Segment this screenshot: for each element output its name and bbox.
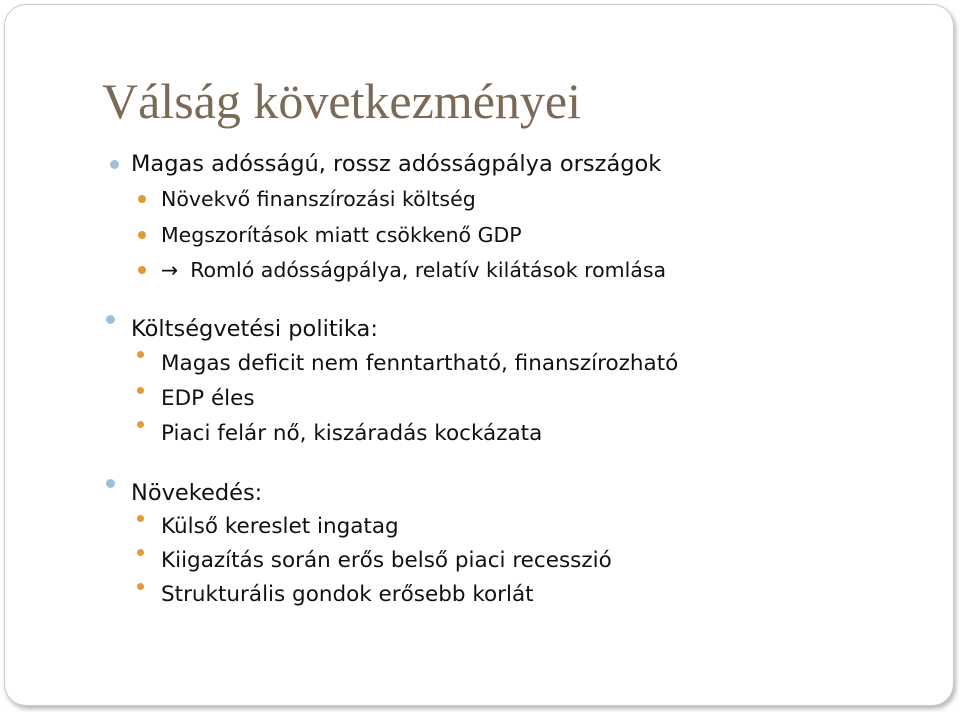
slide-title: Válság következményei <box>102 73 581 129</box>
bullet-icon <box>106 315 115 324</box>
list-item: Magas deficit nem fenntartható, finanszírozható <box>161 351 679 376</box>
section-heading: Költségvetési politika: <box>131 316 378 342</box>
list-item-text: Romló adósságpálya, relatív kilátások romlása <box>190 258 667 282</box>
list-item: Kiigazítás során erős belső piaci recesszió <box>161 548 612 573</box>
list-item: Növekvő finanszírozási költség <box>161 187 476 211</box>
bullet-icon <box>110 160 119 169</box>
arrow-right-icon: → <box>161 258 179 282</box>
list-item: Strukturális gondok erősebb korlát <box>161 582 534 607</box>
bullet-icon <box>106 479 115 488</box>
bullet-icon <box>137 421 144 428</box>
bullet-icon <box>137 515 144 522</box>
bullet-icon <box>137 583 144 590</box>
list-item: EDP éles <box>161 386 255 411</box>
list-item: Piaci felár nő, kiszáradás kockázata <box>161 421 543 446</box>
bullet-icon <box>137 549 144 556</box>
list-item: Külső kereslet ingatag <box>161 514 399 539</box>
bullet-icon <box>137 351 144 358</box>
section-heading: Magas adósságú, rossz adósságpálya országok <box>131 151 662 177</box>
list-item: Megszorítások miatt csökkenő GDP <box>161 223 522 247</box>
list-item <box>161 260 666 281</box>
section-heading: Növekedés: <box>131 480 263 506</box>
bullet-icon <box>138 266 146 274</box>
bullet-icon <box>138 195 146 203</box>
bullet-icon <box>138 231 146 239</box>
bullet-icon <box>137 387 144 394</box>
